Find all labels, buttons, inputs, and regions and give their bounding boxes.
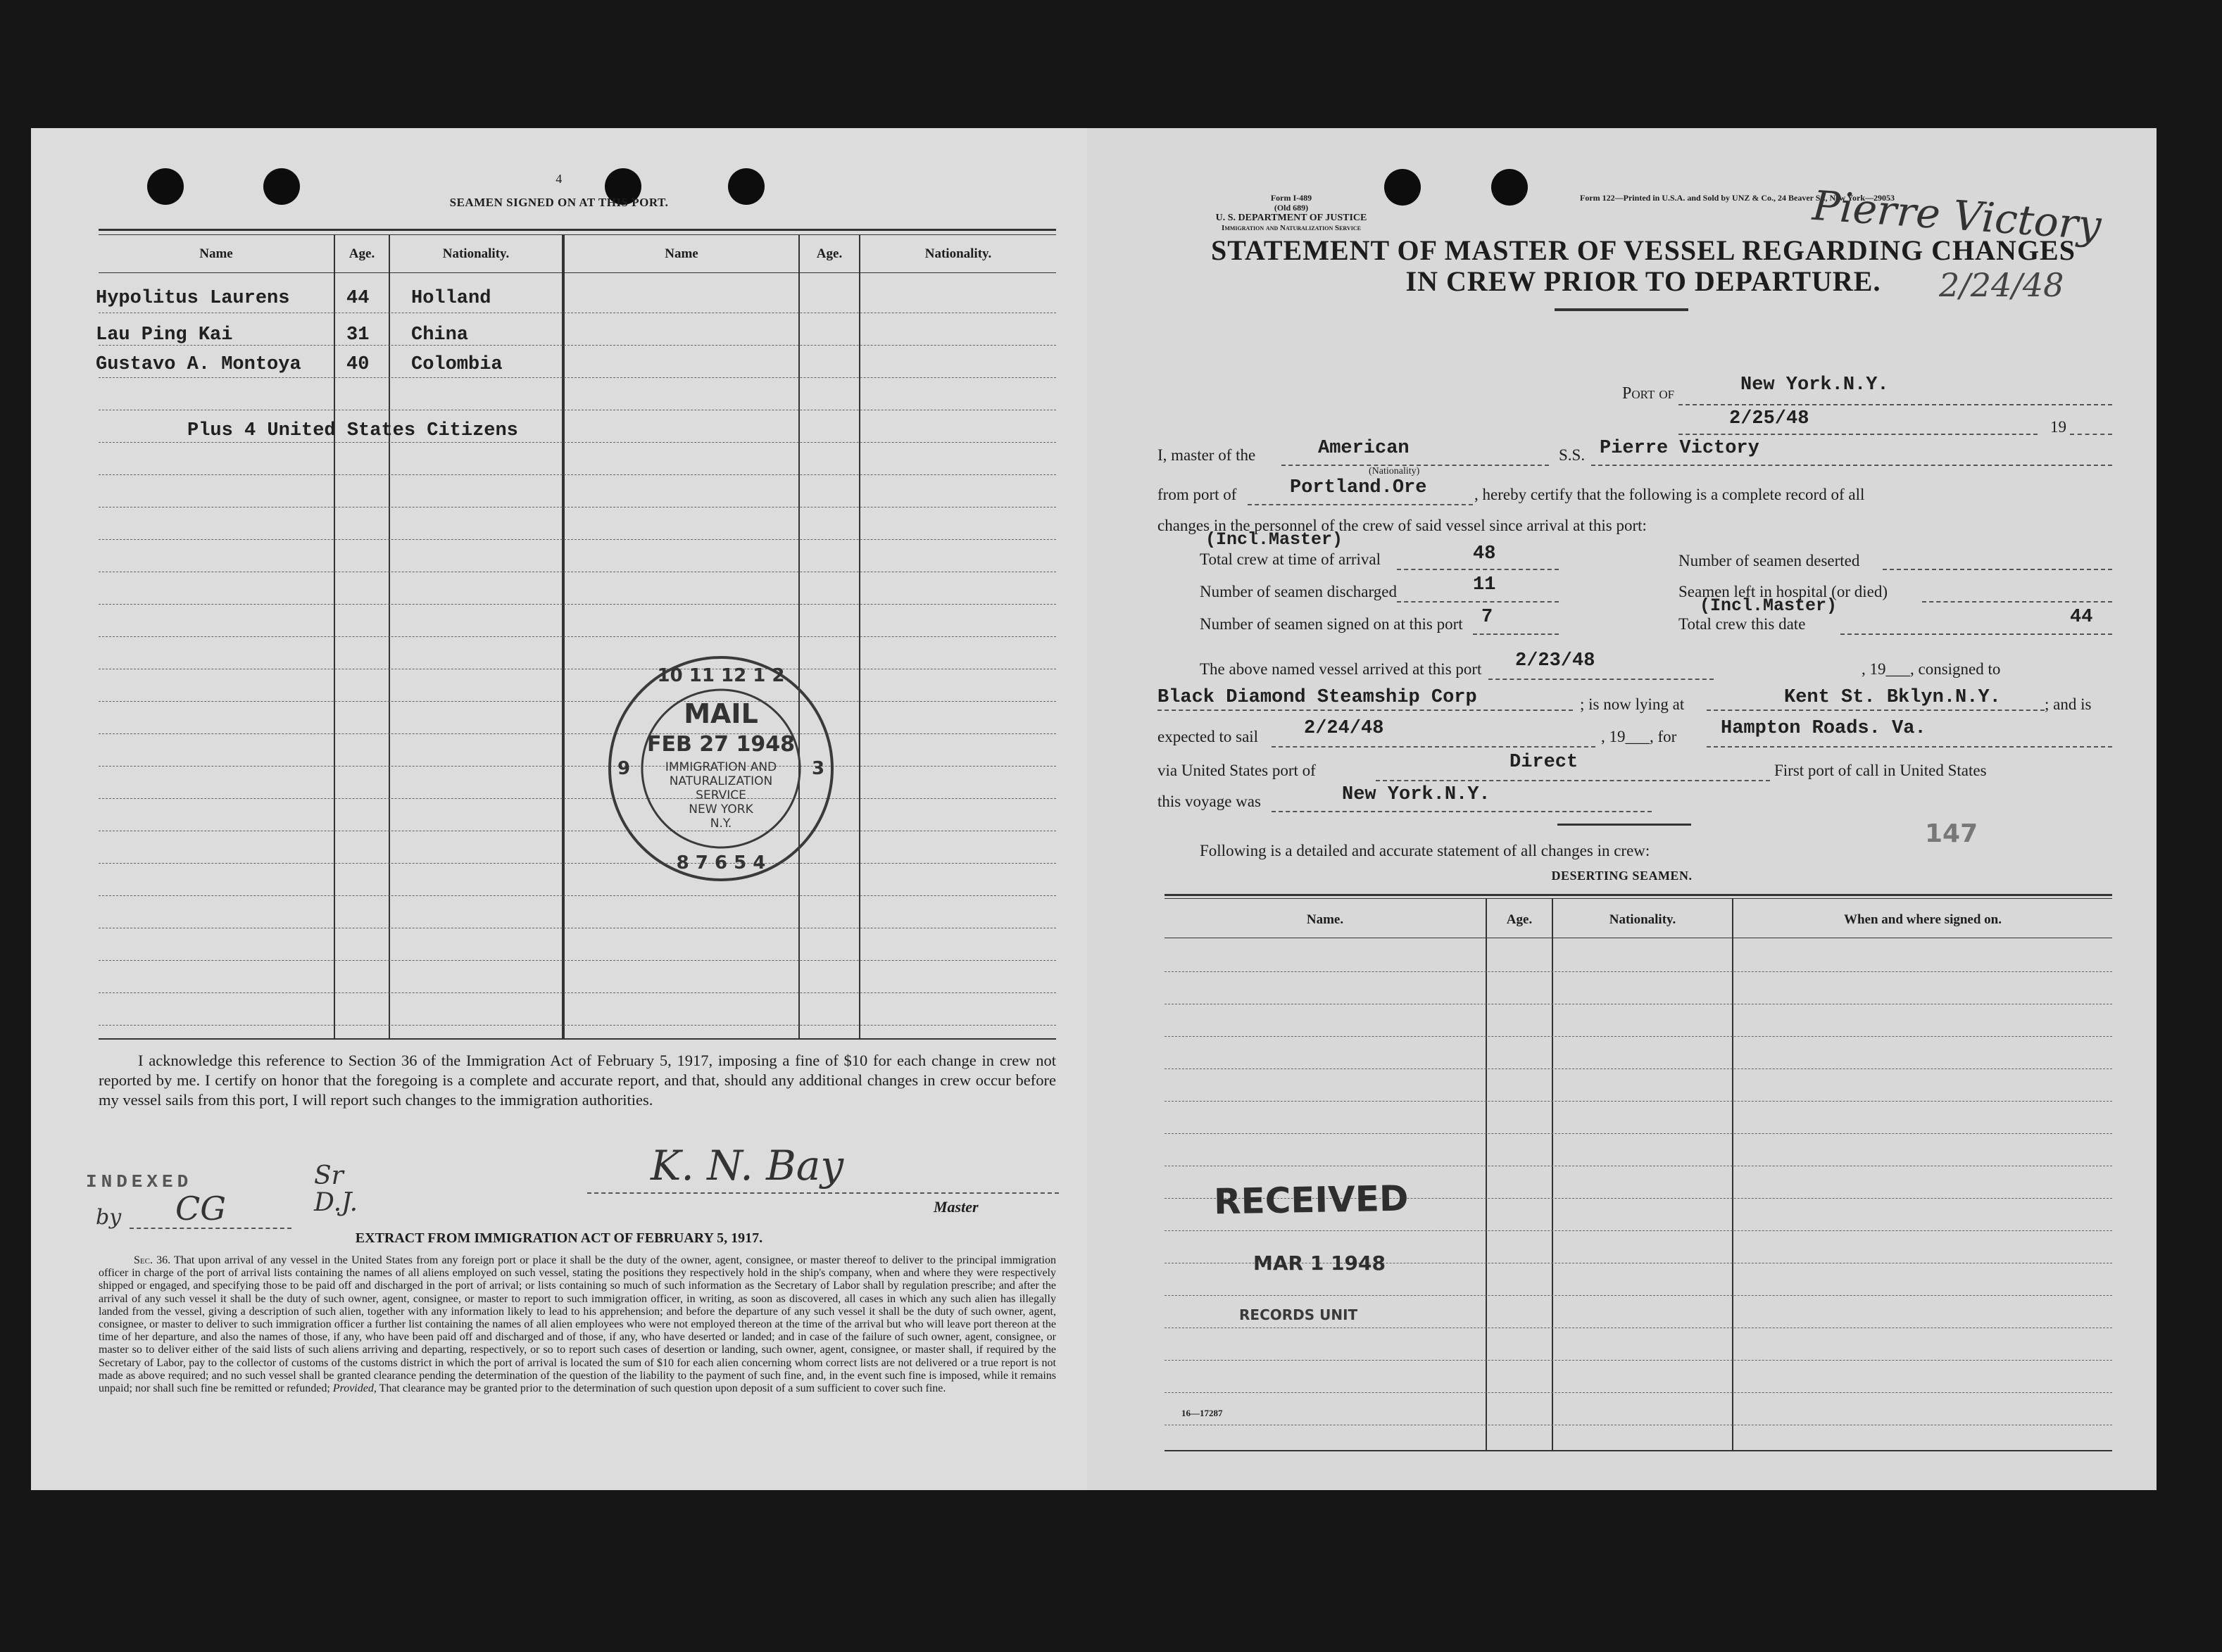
- indexed-stamp: INDEXED: [86, 1171, 193, 1192]
- deserted-line: [1883, 569, 2112, 570]
- table-row-age: 31: [346, 324, 370, 346]
- extract-body: [99, 1254, 1056, 1395]
- from-port-label: from port of: [1157, 486, 1237, 503]
- discharged-value: 11: [1473, 574, 1496, 595]
- mail-stamp-line: NATURALIZATION: [669, 774, 773, 788]
- table-row-rule: [99, 442, 1056, 443]
- received-unit: RECORDS UNIT: [1239, 1306, 1358, 1323]
- col-header-nationality: Nationality.: [442, 246, 510, 261]
- table-row-rule: [99, 539, 1056, 540]
- voyage-label: this voyage was: [1157, 793, 1261, 810]
- via-value: Direct: [1509, 752, 1578, 773]
- table-row-rule: [1165, 1392, 2112, 1393]
- table-row-rule: [99, 895, 1056, 896]
- changes-text: changes in the personnel of the crew of said vessel since arrival at this port:: [1157, 517, 1647, 534]
- lying-line: [1707, 710, 2045, 711]
- handwritten-ship-name: Pierre Victory: [1811, 181, 2103, 250]
- table-row-rule: [99, 733, 1056, 734]
- provided-label: Provided,: [332, 1382, 377, 1395]
- mail-stamp-line: SERVICE: [696, 788, 746, 802]
- svg-text:10 11 12 1 2: 10 11 12 1 2: [657, 665, 785, 686]
- port-value: New York.N.Y.: [1740, 374, 1889, 396]
- deserting-table-top-thin: [1165, 898, 2112, 899]
- page-number: 4: [556, 172, 563, 186]
- table-row-nationality: Holland: [411, 288, 491, 309]
- form-old-id: (Old 689): [1274, 203, 1309, 213]
- expected-label: expected to sail: [1157, 728, 1259, 745]
- arrived-value: 2/23/48: [1515, 650, 1595, 671]
- lying-label: ; is now lying at: [1580, 695, 1685, 713]
- table-top-rule: [99, 229, 1056, 231]
- handwritten-date: 2/24/48: [1939, 266, 2064, 304]
- discharged-label: Number of seamen discharged: [1200, 583, 1397, 600]
- received-stamp: RECEIVED: [1213, 1178, 1409, 1223]
- via-line: [1376, 780, 1770, 781]
- indexed-by-line: [130, 1228, 291, 1229]
- table-row-nationality: China: [411, 324, 469, 346]
- expected-value: 2/24/48: [1304, 718, 1384, 739]
- signed-on-line: [1473, 633, 1559, 635]
- table-row-rule: [1165, 971, 2112, 972]
- extract-title: EXTRACT FROM IMMIGRATION ACT OF FEBRUARY 5, 1917.: [355, 1230, 763, 1246]
- sec-label: Sec. 36.: [134, 1254, 171, 1266]
- for-value: Hampton Roads. Va.: [1721, 718, 1926, 739]
- table-row-rule: [1165, 1295, 2112, 1296]
- deserted-label: Number of seamen deserted: [1678, 552, 1860, 569]
- incl-master-note-2: (Incl.Master): [1700, 595, 1838, 616]
- total-date-line: [1840, 633, 2112, 635]
- consigned-label: , 19___, consigned to: [1862, 660, 2001, 678]
- deserting-table-bottom: [1165, 1450, 2112, 1451]
- col-header-nationality-2: Nationality.: [924, 246, 992, 261]
- table-row-rule: [1165, 1230, 2112, 1231]
- total-date-value: 44: [2070, 607, 2093, 628]
- section-title: SEAMEN SIGNED ON AT THIS PORT.: [449, 196, 669, 209]
- table-row-rule: [1165, 1133, 2112, 1134]
- table-row-rule: [1165, 1036, 2112, 1037]
- col-divider: [1552, 898, 1553, 1451]
- master-signature: K. N. Bay: [651, 1142, 844, 1190]
- ss-label: S.S.: [1559, 446, 1586, 464]
- table-row-rule: [99, 604, 1056, 605]
- table-row-age: 40: [346, 354, 370, 375]
- extract-text: That upon arrival of any vessel in the United States from any foreign port or place it shall be the duty of the owner, agent, consignee, or master thereof to deliver to the principal immigration officer in charge of the port of arrival lists containing the names of all aliens employed on such vessel, stating the positions they respectively hold in the ship's company, when and where they were respectively shipped or engaged, and specifying those to be paid off and discharged in the port of arrival; or lists containing so much of such information as the Secretary of Labor shall by regulation prescribe; and after the arrival of any such vessel it shall be the duty of such owner, agent, consignee, or master to report to such immigration officer, in writing, as soon as discovered, all cases in which any such alien has illegally landed from the vessel, giving a description of such alien, together with any information likely to lead to his apprehension; and before the departure of any such vessel it shall be the duty of such owner, agent, consignee, or master to deliver to such immigration officer a further list containing the names of all alien employees who were not employed thereon at the time of the arrival but who will leave port thereon at the time of her departure, and also the names of those, if any, who have been paid off and discharged and of those, if any, who have deserted or landed; and in case of the failure of such owner, agent, consignee, or master so to deliver either of the said lists of such aliens arriving and departing, respectively, or so to report such cases of desertion or landing, such owner, agent, consignee, or master shall, if required by the Secretary of Labor, pay to the collector of customs of the customs district in which the port of arrival is located the sum of $10 for each alien concerning whom correct lists are not delivered or a true report is not made as above required; and no such vessel shall be granted clearance pending the determination of the question of the liability to the payment of such fine, and, in the event such fine is imposed, while it remains unpaid; nor shall such fine be remitted or refunded;: [99, 1254, 1056, 1395]
- mail-stamp-line: NEW YORK: [689, 802, 753, 816]
- date-line: [1678, 434, 2038, 435]
- master-of-label: I, master of the: [1157, 446, 1256, 464]
- section-divider: [1557, 824, 1691, 826]
- footer-code: 16—17287: [1181, 1408, 1223, 1418]
- voyage-line: [1272, 811, 1652, 812]
- and-is-text: ; and is: [2045, 695, 2092, 713]
- voyage-value: New York.N.Y.: [1342, 784, 1490, 805]
- table-row-rule: [99, 377, 1056, 378]
- form-printer: Form 122—Printed in U.S.A. and Sold by UNZ & Co., 24 Beaver St., New York—29053: [1580, 193, 1895, 203]
- deserting-table-top: [1165, 894, 2112, 896]
- table-row-rule: [99, 960, 1056, 961]
- for-line: [1707, 746, 2112, 748]
- consignee-line: [1157, 710, 1573, 711]
- hospital-label: Seamen left in hospital (or died): [1678, 583, 1888, 600]
- col-divider: [1732, 898, 1733, 1451]
- table-row-nationality: Colombia: [411, 354, 503, 375]
- consignee-value: Black Diamond Steamship Corp: [1157, 687, 1477, 708]
- table-row-rule: [99, 636, 1056, 637]
- mail-stamp-date: FEB 27 1948: [647, 732, 795, 757]
- nationality-value: American: [1318, 438, 1410, 459]
- svg-text:8 7 6 5 4: 8 7 6 5 4: [676, 852, 766, 874]
- signed-on-label: Number of seamen signed on at this port: [1200, 615, 1463, 633]
- col-header-age: Age.: [1506, 912, 1533, 927]
- year-line: [2070, 434, 2112, 435]
- master-signature-line: [587, 1192, 1059, 1194]
- total-date-label: Total crew this date: [1678, 615, 1806, 633]
- table-row-rule: [99, 863, 1056, 864]
- signed-on-value: 7: [1481, 607, 1493, 628]
- form-title-line-1: STATEMENT OF MASTER OF VESSEL REGARDING CHANGES: [1211, 234, 2076, 266]
- port-label: Port of: [1622, 384, 1675, 403]
- col-header-when-where: When and where signed on.: [1843, 912, 2002, 927]
- arrived-line: [1488, 679, 1714, 680]
- received-date: MAR 1 1948: [1253, 1251, 1386, 1275]
- table-row-rule: [99, 345, 1056, 346]
- table-row-rule: [1165, 1360, 2112, 1361]
- table-row-name: Lau Ping Kai: [96, 324, 233, 346]
- form-title-line-2: IN CREW PRIOR TO DEPARTURE.: [1405, 265, 1881, 297]
- col-header-age-2: Age.: [816, 246, 843, 261]
- punch-hole: [1491, 169, 1528, 206]
- col-header-name: Name: [199, 246, 233, 261]
- col-header-nationality: Nationality.: [1609, 912, 1676, 927]
- mail-stamp-line: N.Y.: [710, 816, 732, 831]
- for-label: , 19___, for: [1601, 728, 1677, 745]
- incl-master-note: (Incl.Master): [1205, 529, 1343, 550]
- total-arrival-label: Total crew at time of arrival: [1200, 550, 1381, 568]
- mail-stamp-line: IMMIGRATION AND: [665, 760, 777, 774]
- master-label: Master: [934, 1198, 979, 1216]
- following-text: Following is a detailed and accurate statement of all changes in crew:: [1200, 842, 1650, 859]
- mail-stamp-word: MAIL: [684, 698, 758, 729]
- year-prefix: 19: [2050, 418, 2066, 436]
- acknowledgement-paragraph: I acknowledge this reference to Section 36 of the Immigration Act of February 5, 1917, imposing a fine of $10 for each change in crew not reported by me. I certify on honor that the foregoing is a complete and accurate report, and that, should any additional changes in crew occur before my vessel sails from this port, I will report such changes to the immigration authorities.: [99, 1052, 1056, 1109]
- total-arrival-line: [1397, 569, 1559, 570]
- department-name: U. S. DEPARTMENT OF JUSTICE: [1215, 213, 1367, 223]
- lying-value: Kent St. Bklyn.N.Y.: [1784, 687, 2001, 708]
- stamp-number: 147: [1925, 819, 1978, 848]
- col-header-name-2: Name: [665, 246, 698, 261]
- via-label: via United States port of: [1157, 762, 1316, 779]
- indexed-initials: CG: [175, 1190, 226, 1228]
- port-line: [1678, 404, 2112, 405]
- nationality-caption: (Nationality): [1369, 466, 1420, 477]
- indexed-handwritten-note: Sr D.J.: [314, 1161, 358, 1217]
- deserting-seamen-title: DESERTING SEAMEN.: [1551, 869, 1693, 883]
- us-citizens-note: Plus 4 United States Citizens: [187, 420, 518, 441]
- certify-text: , hereby certify that the following is a complete record of all: [1474, 486, 1865, 503]
- table-row-rule: [99, 474, 1056, 475]
- form-id: Form I-489: [1270, 193, 1312, 203]
- from-port-line: [1248, 504, 1473, 505]
- table-row-name: Gustavo A. Montoya: [96, 354, 301, 375]
- from-port-value: Portland.Ore: [1290, 477, 1427, 498]
- arrived-label: The above named vessel arrived at this port: [1200, 660, 1482, 678]
- vessel-name-value: Pierre Victory: [1600, 438, 1759, 459]
- vessel-line: [1591, 465, 2112, 466]
- right-page: [1087, 128, 2157, 1490]
- svg-text:9: 9: [617, 758, 631, 779]
- first-call-label: First port of call in United States: [1774, 762, 1987, 779]
- hospital-line: [1922, 601, 2112, 603]
- table-row-rule: [1165, 1068, 2112, 1069]
- total-arrival-value: 48: [1473, 543, 1496, 565]
- table-top-rule-thin: [99, 234, 1056, 235]
- table-row-rule: [1165, 1101, 2112, 1102]
- table-row-rule: [99, 1025, 1056, 1026]
- service-name: Immigration and Naturalization Service: [1222, 224, 1361, 232]
- col-header-age: Age.: [349, 246, 375, 261]
- table-row-rule: [99, 798, 1056, 799]
- table-row-name: Hypolitus Laurens: [96, 288, 290, 309]
- col-divider: [1486, 898, 1487, 1451]
- table-row-rule: [99, 992, 1056, 993]
- table-row-rule: [99, 701, 1056, 702]
- table-bottom-rule: [99, 1038, 1056, 1040]
- date-value: 2/25/48: [1729, 408, 1809, 429]
- left-page: [31, 128, 1087, 1490]
- discharged-line: [1397, 601, 1559, 603]
- header-rule: [99, 272, 1056, 273]
- expected-line: [1272, 746, 1595, 748]
- svg-text:3: 3: [811, 758, 825, 779]
- indexed-by-label: by: [96, 1205, 122, 1230]
- table-row-rule: [99, 766, 1056, 767]
- title-underline: [1555, 308, 1688, 311]
- table-row-age: 44: [346, 288, 370, 309]
- extract-tail: That clearance may be granted prior to the determination of such question upon deposit of a sum sufficient to cover such fine.: [379, 1382, 946, 1395]
- col-header-name: Name.: [1306, 912, 1344, 927]
